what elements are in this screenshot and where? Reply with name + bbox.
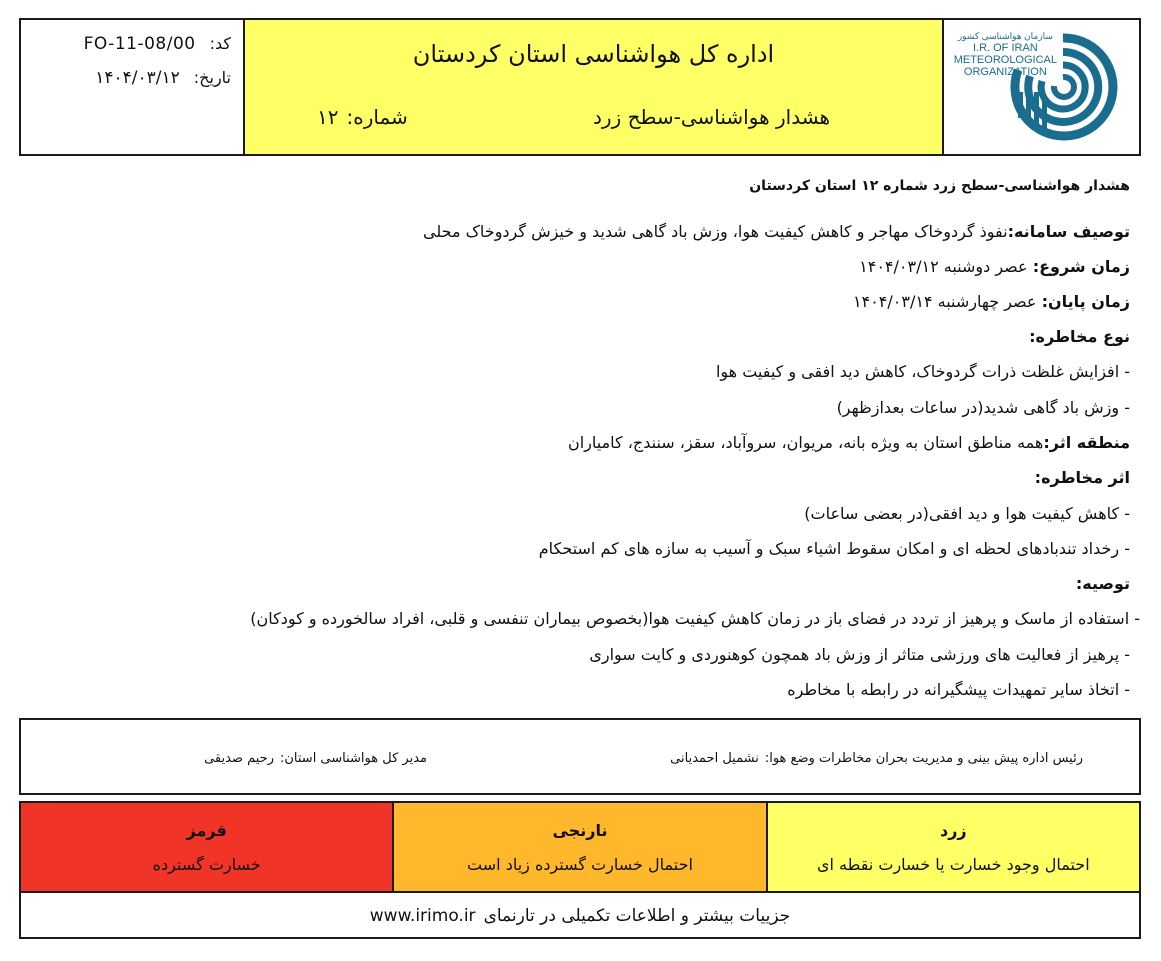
impact-item: - رخداد تندبادهای لحظه ای و امکان سقوط اشیاء سبک و آسیب به سازه های کم استحکام (538, 539, 1130, 558)
logo-text-en-2: METEOROLOGICAL (953, 54, 1057, 66)
hazard-type-item: - وزش باد گاهی شدید(در ساعات بعدازظهر) (836, 398, 1130, 417)
director-label: مدیر کل هواشناسی استان: (279, 751, 427, 766)
start-text: عصر دوشنبه ۱۴۰۴/۰۳/۱۲ (859, 257, 1028, 276)
number-label: شماره: (346, 105, 408, 129)
area-text: همه مناطق استان به ویژه بانه، مریوان، سروآباد، سقز، سنندج، کامیاران (567, 433, 1044, 452)
end-time (853, 292, 1130, 311)
level-orange-desc: احتمال خسارت گسترده زیاد است (467, 855, 693, 874)
area-label: منطقه اثر: (1043, 433, 1130, 452)
forecast-head-signature (670, 751, 1083, 766)
warning-levels-table (19, 801, 1141, 939)
impact-item: - کاهش کیفیت هوا و دید افقی(در بعضی ساعات) (804, 504, 1130, 523)
logo-text-en-1: I.R. OF IRAN (972, 42, 1038, 54)
start-label: زمان شروع: (1032, 257, 1130, 276)
hazard-type-item: - افزایش غلظت ذرات گردوخاک، کاهش دید افقی و کیفیت هوا (715, 362, 1130, 381)
date-value: ۱۴۰۴/۰۳/۱۲ (95, 68, 180, 88)
logo-wordmark (954, 30, 1057, 78)
level-orange (392, 803, 765, 891)
director-signature (204, 751, 427, 766)
organization-title: اداره کل هواشناسی استان کردستان (412, 40, 775, 68)
level-yellow (766, 803, 1139, 891)
date-label: تاریخ: (193, 68, 231, 87)
date-row (95, 68, 231, 88)
warning-number (317, 105, 408, 129)
code-label: کد: (209, 34, 231, 53)
impact-label: اثر مخاطره: (1034, 468, 1130, 487)
forecast-head-label: رئیس اداره پیش بینی و مدیریت بحران مخاطرات وضع هوا: (764, 751, 1083, 766)
level-yellow-name: زرد (940, 821, 967, 840)
number-value: ۱۲ (317, 105, 339, 129)
levels-footer (21, 893, 1139, 939)
advice-label: توصیه: (1075, 574, 1130, 593)
system-label: توصیف سامانه: (1007, 222, 1130, 241)
warning-level-title: هشدار هواشناسی-سطح زرد (593, 105, 831, 129)
signature-box (19, 718, 1141, 795)
advice-item: - پرهیز از فعالیت های ورزشی متاثر از وزش باد همچون کوهنوردی و کایت سواری (589, 645, 1130, 664)
system-description (423, 222, 1130, 241)
advice-item: - اتخاذ سایر تمهیدات پیشگیرانه در رابطه با مخاطره (787, 680, 1130, 699)
code-value: FO-11-08/00 (83, 34, 196, 54)
level-orange-name: نارنجی (552, 821, 608, 840)
level-red-desc: خسارت گسترده (152, 855, 261, 874)
logo-text-en-3: ORGANIZATION (963, 66, 1047, 78)
footer-text: جزییات بیشتر و اطلاعات تکمیلی در تارنمای (483, 906, 791, 926)
logo-text-fa: سازمان هواشناسی کشور (957, 31, 1053, 41)
warning-heading: هشدار هواشناسی-سطح زرد شماره ۱۲ استان کردستان (749, 178, 1130, 194)
forecast-head-name: نشمیل احمدیانی (670, 751, 759, 766)
code-row (84, 34, 231, 54)
advice-item: - استفاده از ماسک و پرهیز از تردد در فضای باز در زمان کاهش کیفیت هوا(بخصوص بیماران تنفسی و قلبی، افراد سالخورده و کودکان) (250, 609, 1140, 628)
document-code-box (21, 20, 245, 154)
title-box (245, 20, 944, 154)
level-red (21, 803, 392, 891)
website-link[interactable]: www.irimo.ir (369, 906, 476, 926)
hazard-type-label: نوع مخاطره: (1029, 327, 1130, 346)
levels-row (21, 803, 1139, 893)
level-red-name: قرمز (186, 821, 227, 840)
logo-box (944, 20, 1139, 154)
affected-area (568, 433, 1130, 452)
director-name: رحیم صدیقی (204, 751, 274, 766)
end-label: زمان پایان: (1041, 292, 1130, 311)
end-text: عصر چهارشنبه ۱۴۰۴/۰۳/۱۴ (853, 292, 1037, 311)
level-yellow-desc: احتمال وجود خسارت یا خسارت نقطه ای (817, 855, 1090, 874)
document-header (19, 18, 1141, 156)
start-time (859, 257, 1130, 276)
system-text: نفوذ گردوخاک مهاجر و کاهش کیفیت هوا، وزش باد گاهی شدید و خیزش گردوخاک محلی (422, 222, 1008, 241)
